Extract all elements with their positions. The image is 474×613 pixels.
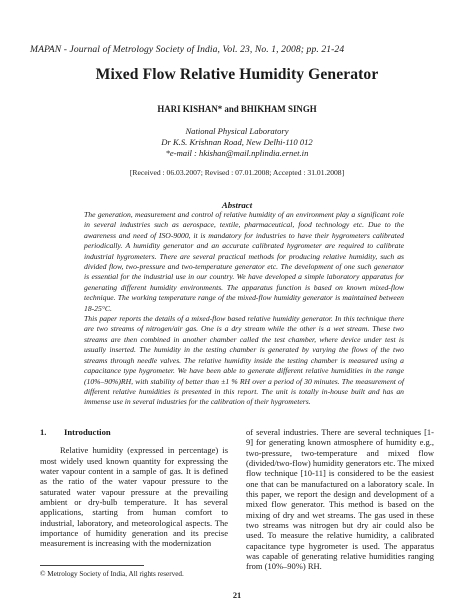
- left-column: [40, 427, 228, 549]
- submission-dates: [Received : 06.03.2007; Revised : 07.01.2008; Accepted : 31.01.2008]: [129, 168, 345, 177]
- body-paragraph: Relative humidity (expressed in percentage) is most widely used known quantity for expressing the water vapour content in a sample of gas. It is defined as the ratio of the water vapour pressure to the saturated water vapour pressure at the prevailing ambient or dry-bulb temperature. It has several applications, starting from human comfort to industrial, laboratory, and meteorological aspects. The importance of humidity generation and its precise measurement is increasing with the modernization: [40, 445, 228, 549]
- abstract-paragraph: This paper reports the details of a mixed-flow based relative humidity generator. In this technique there are two streams of nitrogen/air gas. One is a dry stream while the other is a wet stream. These two streams are then combined in another chamber called the test chamber, where device under test is usually inserted. The humidity in the testing chamber is generated by varying the flows of the two streams through needle valves. The relative humidity inside the testing chamber is measured using a capacitance type hygrometer. We have been able to generate different relative humidities in the range (10%–90%)RH, with stability of better than ±1 % RH over a period of 30 minutes. The measurement of different relative humidities is presented in this report. The unit is totally in-house built and has an immense use in several industries for the calibration of their hygrometers.: [84, 314, 404, 407]
- author-line: HARI KISHAN* and BHIKHAM SINGH: [157, 104, 317, 114]
- footnote-divider: [40, 565, 144, 566]
- abstract-paragraph: The generation, measurement and control of relative humidity of an environment play a significant role in several industries such as aerospace, textile, pharmaceutical, food technology etc. Due to the awareness and need of ISO-9000, it is mandatory for industries to have their hygrometers calibrated periodically. A humidity generator and an accurate calibrated hygrometer are required to calibrate industrial hygrometers. There are several practical methods for producing relative humidity, such as divided flow, two-pressure and two-temperature generator etc. The development of one such generator is essential for the industrial use in our country. We have developed a simple laboratory apparatus for generating different humidity environments. The apparatus function is based on known mixed-flow technique. The working temperature range of the mixed-flow humidity generator is maintained between 18-25°C.: [84, 210, 404, 313]
- running-head: MAPAN - Journal of Metrology Society of India, Vol. 23, No. 1, 2008; pp. 21-24: [30, 44, 345, 55]
- article-title: Mixed Flow Relative Humidity Generator: [95, 66, 379, 83]
- affiliation-address: Dr K.S. Krishnan Road, New Delhi-110 012: [161, 137, 313, 147]
- body-paragraph: of several industries. There are several techniques [1-9] for generating known atmosphere of humidity e.g., two-pressure, two-temperature and mixed flow (divided/two-flow) humidity generators etc. The mixed flow technique [10-11] is considered to be the easiest one that can be manufactured on a laboratory scale. In this paper, we report the design and development of a mixed flow generator. This method is based on the mixing of dry and wet streams. The gas used in these two streams was nitrogen but dry air could also be used. To measure the relative humidity, a calibrated capacitance type hygrometer is used. The apparatus was capable of generating relative humidities ranging from (10%–90%) RH.: [246, 427, 434, 572]
- affiliation-email: *e-mail : hkishan@mail.nplindia.ernet.in: [165, 148, 309, 158]
- affiliation-institution: National Physical Laboratory: [185, 126, 289, 136]
- affiliation-block: [0, 126, 474, 159]
- abstract-heading: Abstract: [221, 200, 253, 210]
- section-heading: [40, 427, 228, 437]
- section-title: Introduction: [64, 427, 111, 437]
- section-number: 1.: [40, 427, 47, 437]
- abstract-body: [84, 210, 404, 408]
- right-column: [246, 427, 434, 572]
- page-number: 21: [232, 591, 242, 600]
- copyright-footnote: © Metrology Society of India, All rights reserved.: [40, 570, 184, 578]
